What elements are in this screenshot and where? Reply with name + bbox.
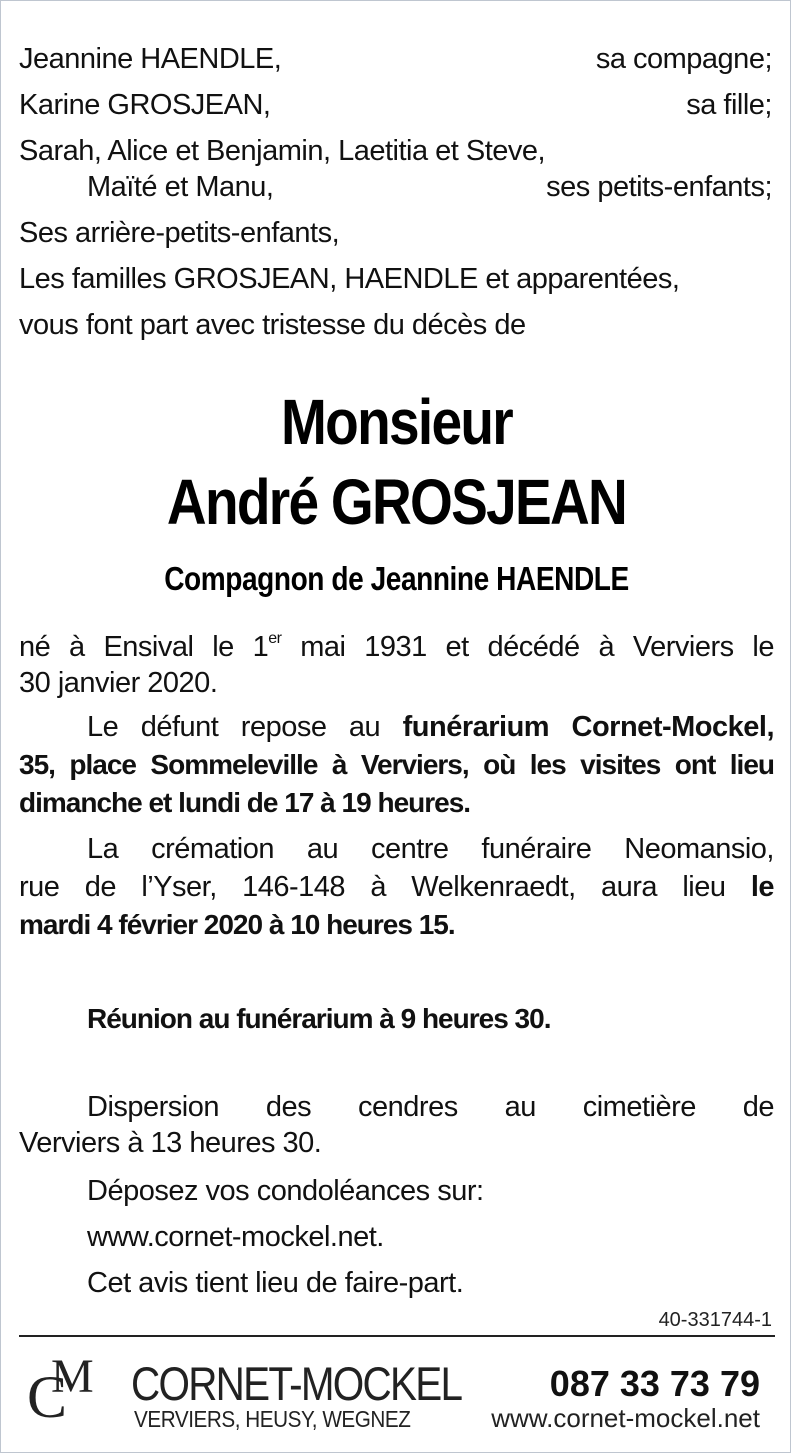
repose-intro: Le défunt repose au — [87, 711, 403, 743]
footer-website[interactable]: www.cornet-mockel.net — [491, 1403, 760, 1433]
deceased-name: André GROSJEAN — [166, 466, 627, 538]
phone-number: 087 33 73 79 — [549, 1363, 760, 1404]
faire-part-note: Cet avis tient lieu de faire-part. — [87, 1267, 464, 1299]
family-relation-4: ses petits-enfants; — [546, 171, 772, 203]
repose-place: funérarium Cornet-Mockel, — [402, 711, 774, 743]
cremation-line-2 — [19, 869, 774, 905]
cornet-mockel-logo — [27, 1350, 117, 1433]
condolences-url: www.cornet-mockel.net. — [87, 1221, 384, 1253]
family-names-3: Sarah, Alice et Benjamin, Laetitia et Steve, — [19, 135, 546, 167]
repose-line-3: dimanche et lundi de 17 à 19 heures. — [19, 787, 471, 818]
repose-line-2: 35, place Sommeleville à Verviers, où les visites ont lieu — [19, 749, 774, 780]
birth-superscript: er — [268, 630, 282, 647]
footer-locations: VERVIERS, HEUSY, WEGNEZ — [134, 1406, 411, 1432]
family-name-1: Jeannine HAENDLE, — [19, 43, 282, 75]
deceased-title: Monsieur — [281, 386, 512, 458]
family-relation-2: sa fille; — [686, 89, 772, 121]
reference-number: 40-331744-1 — [658, 1309, 772, 1331]
birth-line — [19, 629, 774, 665]
condolences-line-1: Déposez vos condoléances sur: — [87, 1175, 484, 1207]
cremation-line-1: La crémation au centre funéraire Neomansio, — [87, 833, 774, 865]
dispersion-line-2: Verviers à 13 heures 30. — [19, 1127, 322, 1159]
cremation-date: mardi 4 février 2020 à 10 heures 15. — [19, 909, 455, 940]
birth-text-1: né à Ensival le 1 — [19, 631, 269, 663]
logo-letter-c: C — [27, 1364, 68, 1430]
footer-divider — [19, 1335, 775, 1337]
logo-letter-m: M — [51, 1350, 94, 1403]
family-line-7: vous font part avec tristesse du décès de — [19, 309, 526, 341]
family-line-5: Ses arrière-petits-enfants, — [19, 217, 340, 249]
deceased-subtitle: Compagnon de Jeannine HAENDLE — [164, 560, 629, 597]
brand-name: CORNET-MOCKEL — [131, 1357, 462, 1410]
family-name-2: Karine GROSJEAN, — [19, 89, 271, 121]
dispersion-line-1: Dispersion des cendres au cimetière de — [87, 1091, 774, 1123]
repose-line-1 — [87, 709, 774, 745]
cremation-le: le — [750, 871, 774, 903]
family-line-6: Les familles GROSJEAN, HAENDLE et apparentées, — [19, 263, 680, 295]
family-relation-1: sa compagne; — [595, 43, 772, 75]
birth-text-2: mai 1931 et décédé à Verviers le — [281, 631, 774, 663]
cremation-address: rue de l’Yser, 146-148 à Welkenraedt, aura lieu — [19, 871, 751, 903]
death-date: 30 janvier 2020. — [19, 667, 218, 699]
reunion-line: Réunion au funérarium à 9 heures 30. — [87, 1003, 551, 1034]
family-names-4: Maïté et Manu, — [87, 171, 274, 203]
